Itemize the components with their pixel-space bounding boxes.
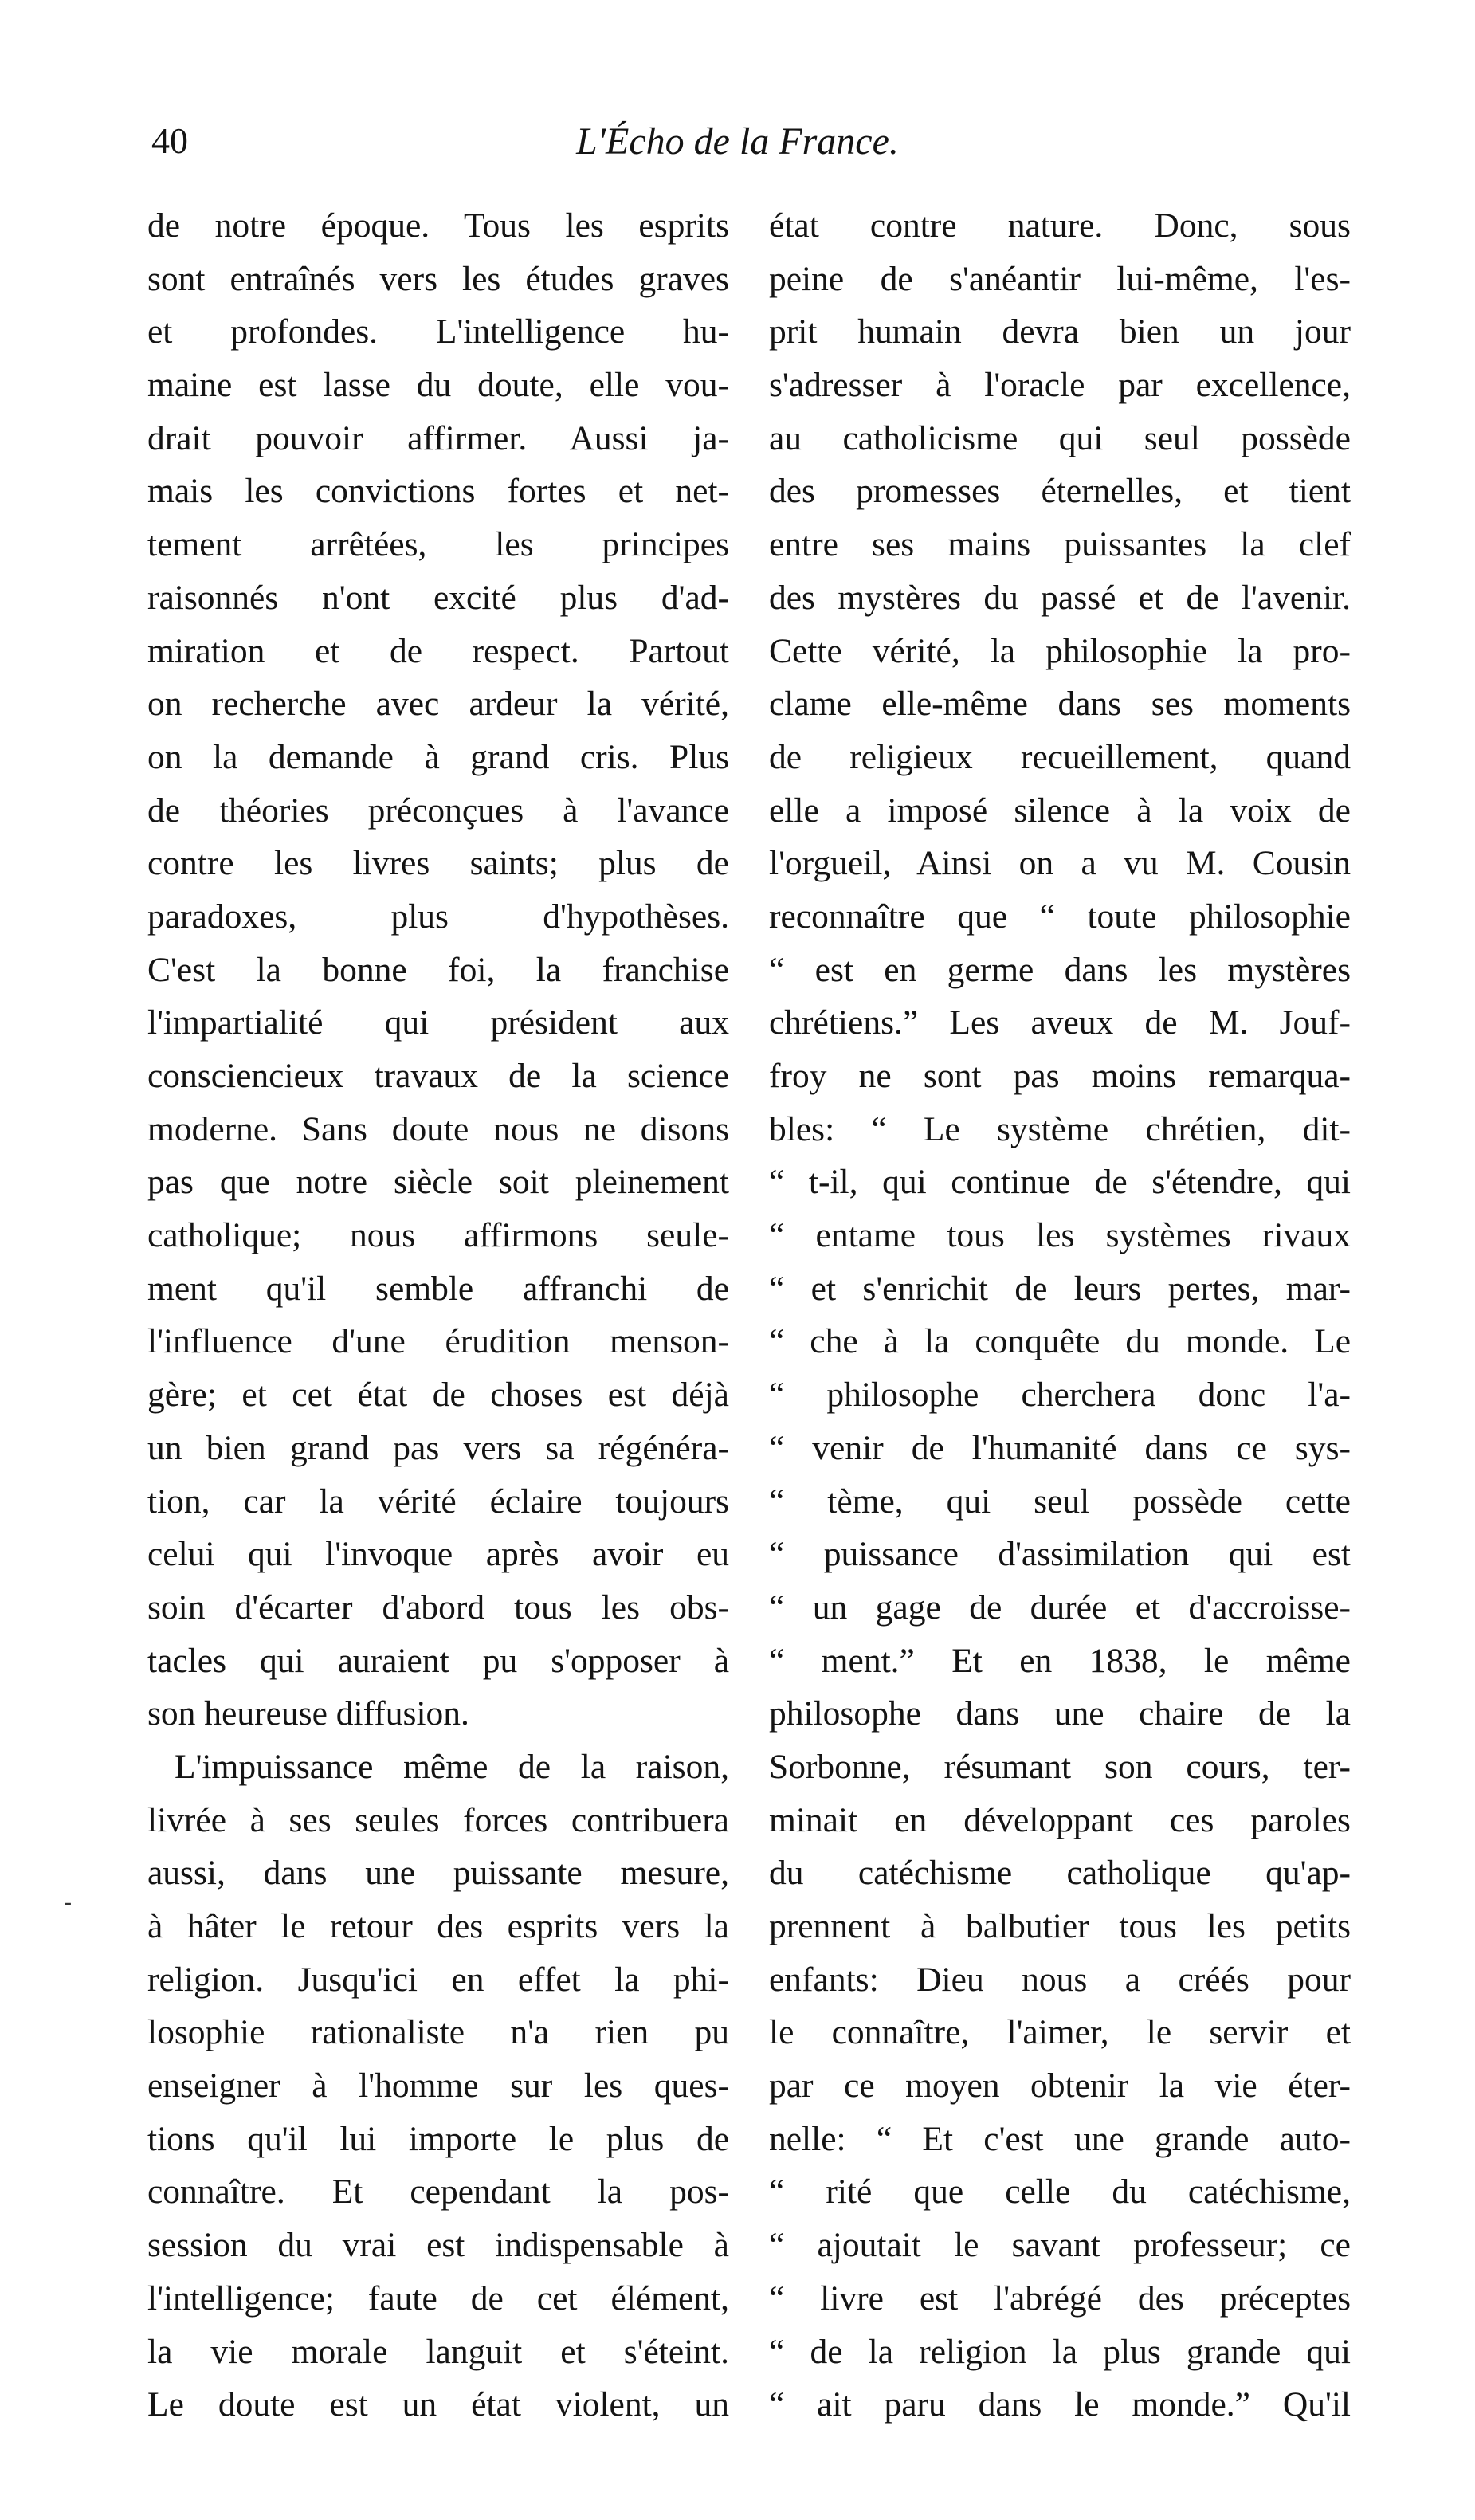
text-line: l'impartialité qui président aux [147, 1003, 729, 1042]
text-line: losophie rationaliste n'a rien pu [147, 2013, 729, 2052]
text-line: par ce moyen obtenir la vie éter- [769, 2067, 1351, 2106]
text-line: Cette vérité, la philosophie la pro- [769, 631, 1351, 670]
text-line: “ entame tous les systèmes rivaux [769, 1216, 1351, 1255]
text-line: et profondes. L'intelligence hu- [147, 312, 729, 351]
text-line: l'orgueil, Ainsi on a vu M. Cousin [769, 844, 1351, 883]
text-line: enfants: Dieu nous a créés pour [769, 1960, 1351, 1999]
text-line: L'impuissance même de la raison, [175, 1747, 729, 1786]
text-line: religion. Jusqu'ici en effet la phi- [147, 1960, 729, 1999]
text-line: Le doute est un état violent, un [147, 2385, 729, 2424]
text-line: pas que notre siècle soit pleinement [147, 1163, 729, 1202]
text-line: de religieux recueillement, quand [769, 737, 1351, 776]
text-line: “ et s'enrichit de leurs pertes, mar- [769, 1269, 1351, 1308]
text-line: soin d'écarter d'abord tous les obs- [147, 1588, 729, 1627]
text-line: C'est la bonne foi, la franchise [147, 950, 729, 989]
text-line: nelle: “ Et c'est une grande auto- [769, 2119, 1351, 2158]
text-line: maine est lasse du doute, elle vou- [147, 366, 729, 405]
right-column [769, 199, 1351, 2432]
text-line: gère; et cet état de choses est déjà [147, 1376, 729, 1415]
text-line: catholique; nous affirmons seule- [147, 1216, 729, 1255]
text-line: session du vrai est indispensable à [147, 2226, 729, 2265]
text-line: de notre époque. Tous les esprits [147, 206, 729, 245]
text-line: reconnaître que “ toute philosophie [769, 897, 1351, 936]
text-line: “ t-il, qui continue de s'étendre, qui [769, 1163, 1351, 1202]
text-line: la vie morale languit et s'éteint. [147, 2332, 729, 2371]
text-line: mais les convictions fortes et net- [147, 472, 729, 511]
text-line: au catholicisme qui seul possède [769, 418, 1351, 457]
text-line: “ ment.” Et en 1838, le même [769, 1641, 1351, 1680]
text-line: prit humain devra bien un jour [769, 312, 1351, 351]
text-line: “ tème, qui seul possède cette [769, 1482, 1351, 1521]
text-line: un bien grand pas vers sa régénéra- [147, 1428, 729, 1467]
text-line: des mystères du passé et de l'avenir. [769, 578, 1351, 617]
text-line: miration et de respect. Partout [147, 631, 729, 670]
running-header [0, 120, 1475, 175]
text-line: clame elle-même dans ses moments [769, 685, 1351, 724]
text-line: “ puissance d'assimilation qui est [769, 1535, 1351, 1574]
text-line: “ venir de l'humanité dans ce sys- [769, 1428, 1351, 1467]
text-line: froy ne sont pas moins remarqua- [769, 1057, 1351, 1095]
text-line: moderne. Sans doute nous ne disons [147, 1109, 729, 1148]
text-line: à hâter le retour des esprits vers la [147, 1907, 729, 1945]
text-line: bles: “ Le système chrétien, dit- [769, 1109, 1351, 1148]
text-line: “ ajoutait le savant professeur; ce [769, 2226, 1351, 2265]
text-line: connaître. Et cependant la pos- [147, 2173, 729, 2212]
text-line: état contre nature. Donc, sous [769, 206, 1351, 245]
text-line: celui qui l'invoque après avoir eu [147, 1535, 729, 1574]
text-line: l'intelligence; faute de cet élément, [147, 2279, 729, 2318]
text-line: “ livre est l'abrégé des préceptes [769, 2279, 1351, 2318]
text-line: “ philosophe cherchera donc l'a- [769, 1376, 1351, 1415]
text-line: sont entraînés vers les études graves [147, 259, 729, 298]
text-line: drait pouvoir affirmer. Aussi ja- [147, 418, 729, 457]
page-number: 40 [151, 120, 188, 161]
text-line: on recherche avec ardeur la vérité, [147, 685, 729, 724]
text-line: son heureuse diffusion. [147, 1694, 469, 1733]
text-line: tions qu'il lui importe le plus de [147, 2119, 729, 2158]
running-title: L'Écho de la France. [576, 120, 899, 163]
text-line: on la demande à grand cris. Plus [147, 737, 729, 776]
text-line: livrée à ses seules forces contribuera [147, 1800, 729, 1839]
text-line: “ est en germe dans les mystères [769, 950, 1351, 989]
text-line: entre ses mains puissantes la clef [769, 525, 1351, 564]
text-line: enseigner à l'homme sur les ques- [147, 2067, 729, 2106]
text-line: l'influence d'une érudition menson- [147, 1322, 729, 1361]
text-line: minait en développant ces paroles [769, 1800, 1351, 1839]
text-line: ment qu'il semble affranchi de [147, 1269, 729, 1308]
text-line: chrétiens.” Les aveux de M. Jouf- [769, 1003, 1351, 1042]
text-line: prennent à balbutier tous les petits [769, 1907, 1351, 1945]
text-line: du catéchisme catholique qu'ap- [769, 1854, 1351, 1893]
text-line: tement arrêtées, les principes [147, 525, 729, 564]
text-line: “ un gage de durée et d'accroisse- [769, 1588, 1351, 1627]
text-line: de théories préconçues à l'avance [147, 791, 729, 830]
margin-mark: - [64, 1889, 72, 1915]
text-line: s'adresser à l'oracle par excellence, [769, 366, 1351, 405]
text-line: “ de la religion la plus grande qui [769, 2332, 1351, 2371]
text-line: consciencieux travaux de la science [147, 1057, 729, 1095]
text-line: “ ait paru dans le monde.” Qu'il [769, 2385, 1351, 2424]
text-line: des promesses éternelles, et tient [769, 472, 1351, 511]
text-line: paradoxes, plus d'hypothèses. [147, 897, 729, 936]
left-column [147, 199, 729, 2432]
text-line: raisonnés n'ont excité plus d'ad- [147, 578, 729, 617]
text-line: elle a imposé silence à la voix de [769, 791, 1351, 830]
text-line: aussi, dans une puissante mesure, [147, 1854, 729, 1893]
text-line: tion, car la vérité éclaire toujours [147, 1482, 729, 1521]
text-line: contre les livres saints; plus de [147, 844, 729, 883]
text-line: philosophe dans une chaire de la [769, 1694, 1351, 1733]
text-line: “ rité que celle du catéchisme, [769, 2173, 1351, 2212]
text-line: Sorbonne, résumant son cours, ter- [769, 1747, 1351, 1786]
text-line: tacles qui auraient pu s'opposer à [147, 1641, 729, 1680]
text-line: le connaître, l'aimer, le servir et [769, 2013, 1351, 2052]
text-line: peine de s'anéantir lui-même, l'es- [769, 259, 1351, 298]
text-line: “ che à la conquête du monde. Le [769, 1322, 1351, 1361]
